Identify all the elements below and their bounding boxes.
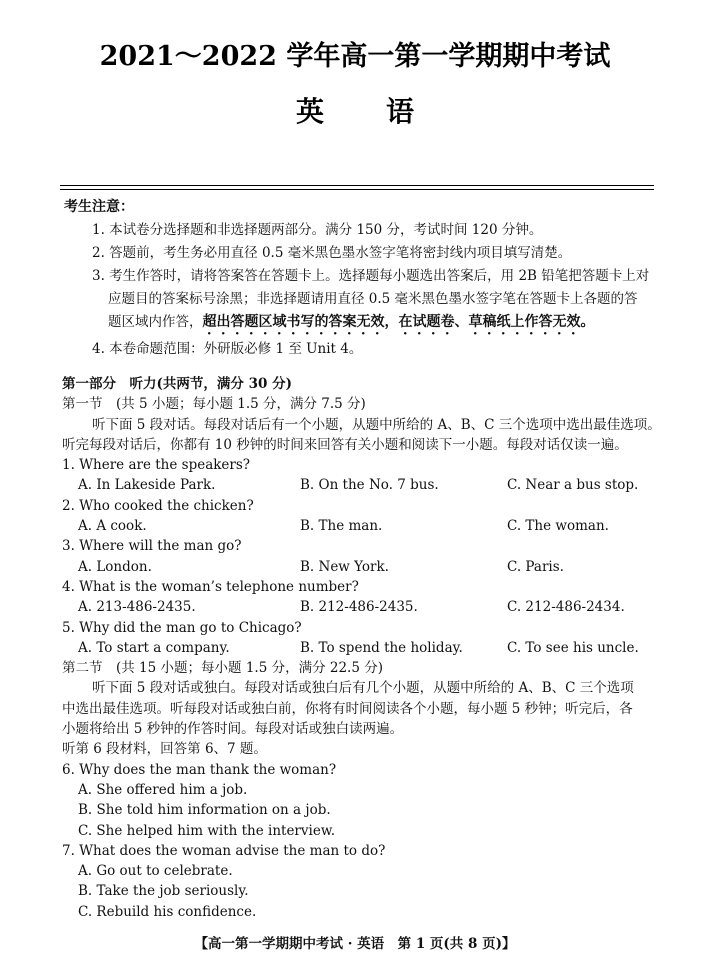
- option-a: A. 213-486-2435.: [78, 599, 196, 616]
- question-3: 3. Where will the man go?: [62, 538, 242, 555]
- section-2-instructions-2: 中选出最佳选项。听每段对话或独白前，你将有时间阅读各个小题，每小题 5 秒钟；听完后，各: [62, 700, 633, 717]
- option-a: A. In Lakeside Park.: [78, 477, 216, 494]
- section-2-title: 第二节 (共 15 小题；每小题 1.5 分，满分 22.5 分): [62, 660, 383, 677]
- option-b: B. New York.: [300, 558, 389, 575]
- question-6-option-c: C. She helped him with the interview.: [78, 822, 336, 839]
- question-4-options: [62, 597, 702, 617]
- option-c: C. The woman.: [507, 518, 609, 535]
- question-7: 7. What does the woman advise the man to do?: [62, 842, 386, 859]
- notice-item-2: 2. 答题前，考生务必用直径 0.5 毫米黑色墨水签字笔将密封线内项目填写清楚。: [92, 245, 572, 261]
- part-1-title: 第一部分 听力(共两节，满分 30 分): [62, 376, 292, 392]
- notice-item-3: 3. 考生作答时，请将答案答在答题卡上。选择题每小题选出答案后，用 2B 铅笔把答题卡上对: [92, 268, 650, 284]
- question-2-options: [62, 516, 702, 536]
- option-c: C. 212-486-2434.: [507, 599, 625, 616]
- option-c: C. Paris.: [507, 558, 564, 575]
- question-5-options: [62, 638, 702, 658]
- section-1-instructions-2: 听完每段对话后，你都有 10 秒钟的时间来回答有关小题和阅读下一小题。每段对话仅读一遍。: [62, 436, 628, 453]
- notice-item-1: 1. 本试卷分选择题和非选择题两部分。满分 150 分，考试时间 120 分钟。: [92, 222, 543, 238]
- option-c: C. To see his uncle.: [507, 639, 639, 656]
- question-7-option-b: B. Take the job seriously.: [78, 883, 249, 900]
- question-7-option-c: C. Rebuild his confidence.: [78, 903, 257, 920]
- question-1: 1. Where are the speakers?: [62, 457, 251, 474]
- option-b: B. 212-486-2435.: [300, 599, 418, 616]
- page-footer: 【高一第一学期期中考试 · 英语 第 1 页(共 8 页)】: [194, 936, 516, 952]
- notice-item-4: 4. 本卷命题范围：外研版必修 1 至 Unit 4。: [92, 341, 363, 357]
- question-7-option-a: A. Go out to celebrate.: [78, 863, 233, 880]
- section-1-instructions: 听下面 5 段对话。每段对话后有一个小题，从题中所给的 A、B、C 三个选项中选出最佳选项。: [92, 416, 661, 433]
- candidate-notice: [64, 196, 694, 361]
- option-b: B. On the No. 7 bus.: [300, 477, 439, 494]
- question-1-options: [62, 475, 702, 495]
- section-2-instructions-3: 小题将给出 5 秒钟的作答时间。每段对话或独白读两遍。: [62, 721, 404, 738]
- exam-body: [62, 374, 702, 922]
- option-b: B. To spend the holiday.: [300, 639, 463, 656]
- subject-char-1: 英: [295, 95, 324, 128]
- question-6: 6. Why does the man thank the woman?: [62, 761, 337, 778]
- option-b: B. The man.: [300, 518, 383, 535]
- section-1-title: 第一节 (共 5 小题；每小题 1.5 分，满分 7.5 分): [62, 396, 366, 413]
- option-a: A. A cook.: [78, 518, 147, 535]
- question-6-option-a: A. She offered him a job.: [78, 781, 248, 798]
- notice-item-3-cont2: [64, 311, 694, 338]
- exam-title: 2021～2022 学年高一第一学期期中考试: [99, 41, 611, 72]
- subject-title: [0, 90, 710, 130]
- question-5: 5. Why did the man go to Chicago?: [62, 619, 302, 636]
- question-2: 2. Who cooked the chicken?: [62, 497, 254, 514]
- divider-thin: [60, 189, 654, 190]
- notice-item-3-text: 题区域内作答，: [108, 314, 203, 330]
- section-2-instructions: 听下面 5 段对话或独白。每段对话或独白后有几个小题，从题中所给的 A、B、C 三个选项: [92, 680, 634, 697]
- option-a: A. London.: [78, 558, 152, 575]
- notice-heading: 考生注意：: [64, 199, 134, 215]
- option-a: A. To start a company.: [78, 639, 230, 656]
- divider-thick: [60, 185, 654, 186]
- notice-emphasis: 超出答题区域书写的答案无效，在试题卷、草稿纸上作答无效。: [202, 314, 595, 330]
- subject-char-2: 语: [386, 95, 415, 128]
- question-4: 4. What is the woman’s telephone number?: [62, 578, 359, 595]
- option-c: C. Near a bus stop.: [507, 477, 639, 494]
- notice-item-3-cont: 应题目的答案标号涂黑；非选择题请用直径 0.5 毫米黑色墨水签字笔在答题卡上各题的答: [108, 291, 638, 307]
- question-3-options: [62, 557, 702, 577]
- question-6-option-b: B. She told him information on a job.: [78, 802, 331, 819]
- material-6-heading: 听第 6 段材料，回答第 6、7 题。: [62, 741, 267, 758]
